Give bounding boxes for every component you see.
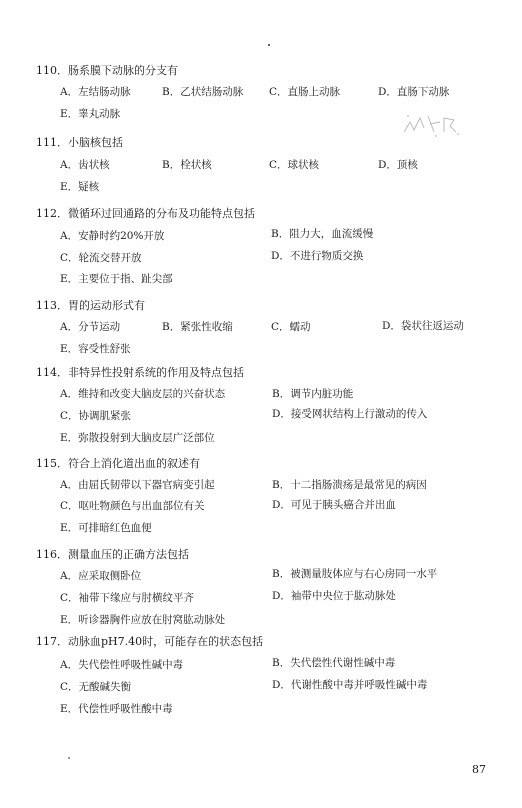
option-e: E．疑核 bbox=[60, 181, 100, 193]
speck bbox=[268, 44, 270, 46]
option-b: B．紧张性收缩 bbox=[162, 321, 233, 333]
question-116 bbox=[36, 548, 492, 628]
option-b: B．被测量肢体应与右心房同一水平 bbox=[272, 568, 438, 580]
option-d: D．接受网状结构上行激动的传入 bbox=[272, 408, 428, 420]
speck bbox=[68, 757, 70, 759]
question-stem: 115．符合上消化道出血的叙述有 bbox=[36, 457, 200, 470]
option-b: B．乙状结肠动脉 bbox=[162, 86, 244, 98]
option-a: A．分节运动 bbox=[60, 321, 121, 333]
question-110 bbox=[36, 64, 492, 122]
option-c: C．协调肌紧张 bbox=[60, 410, 132, 422]
question-stem: 113．胃的运动形式有 bbox=[36, 299, 145, 312]
option-a: A．左结肠动脉 bbox=[60, 86, 131, 98]
option-b: B．调节内脏功能 bbox=[272, 388, 354, 400]
question-117 bbox=[36, 635, 492, 715]
question-stem: 112．微循环过回通路的分布及功能特点包括 bbox=[36, 207, 255, 220]
option-d: D．袋状往返运动 bbox=[382, 320, 464, 332]
option-d: D．不进行物质交换 bbox=[271, 250, 364, 262]
page-number: 87 bbox=[472, 763, 486, 776]
option-a: A．应采取侧卧位 bbox=[60, 570, 142, 582]
option-d: D．袖带中央位于肱动脉处 bbox=[272, 590, 396, 602]
question-112 bbox=[36, 207, 492, 287]
option-a: A．失代偿性呼吸性碱中毒 bbox=[60, 659, 184, 671]
question-111 bbox=[36, 136, 492, 194]
option-d: D．顶核 bbox=[378, 159, 418, 171]
option-a: A．由屈氏韧带以下器官病变引起 bbox=[60, 479, 215, 491]
option-c: C．袖带下缘应与肘横纹平齐 bbox=[60, 592, 195, 604]
option-c: C．蠕动 bbox=[271, 321, 311, 333]
option-e: E．听诊器胸件应放在肘窝肱动脉处 bbox=[60, 614, 226, 626]
option-a: A．维持和改变大脑皮层的兴奋状态 bbox=[60, 388, 226, 400]
option-c: C．球状核 bbox=[269, 159, 320, 171]
option-d: D．可见于胰头癌合并出血 bbox=[272, 499, 396, 511]
option-d: D．直肠下动脉 bbox=[378, 86, 450, 98]
option-c: C．呕吐物颜色与出血部位有关 bbox=[60, 500, 205, 512]
option-e: E．主要位于指、趾尖部 bbox=[60, 273, 173, 285]
option-c: C．直肠上动脉 bbox=[269, 86, 341, 98]
question-stem: 117．动脉血pH7.40时，可能存在的状态包括 bbox=[36, 635, 264, 648]
option-b: B．栓状核 bbox=[162, 159, 212, 171]
question-stem: 110．肠系膜下动脉的分支有 bbox=[36, 64, 178, 77]
option-d: D．代谢性酸中毒并呼吸性碱中毒 bbox=[272, 679, 428, 691]
option-b: B．十二指肠溃疡是最常见的病因 bbox=[272, 479, 427, 491]
question-114 bbox=[36, 366, 492, 446]
option-e: E．睾丸动脉 bbox=[60, 108, 121, 120]
question-stem: 116．测量血压的正确方法包括 bbox=[36, 548, 189, 561]
option-e: E．可排暗红色血便 bbox=[60, 522, 152, 534]
option-e: E．弥散投射到大脑皮层广泛部位 bbox=[60, 432, 215, 444]
question-113 bbox=[36, 299, 492, 357]
option-b: B．阻力大，血流缓慢 bbox=[271, 228, 374, 240]
option-a: A．安静时约20%开放 bbox=[60, 230, 165, 242]
option-e: E．容受性舒张 bbox=[60, 343, 131, 355]
option-a: A．齿状核 bbox=[60, 159, 110, 171]
question-115 bbox=[36, 457, 492, 537]
option-e: E．代偿性呼吸性酸中毒 bbox=[60, 703, 173, 715]
option-c: C．轮流交替开放 bbox=[60, 252, 142, 264]
question-stem: 111．小脑核包括 bbox=[36, 136, 123, 149]
option-c: C．无酸碱失衡 bbox=[60, 681, 132, 693]
option-b: B．失代偿性代谢性碱中毒 bbox=[272, 657, 396, 669]
question-stem: 114．非特异性投射系统的作用及特点包括 bbox=[36, 366, 244, 379]
